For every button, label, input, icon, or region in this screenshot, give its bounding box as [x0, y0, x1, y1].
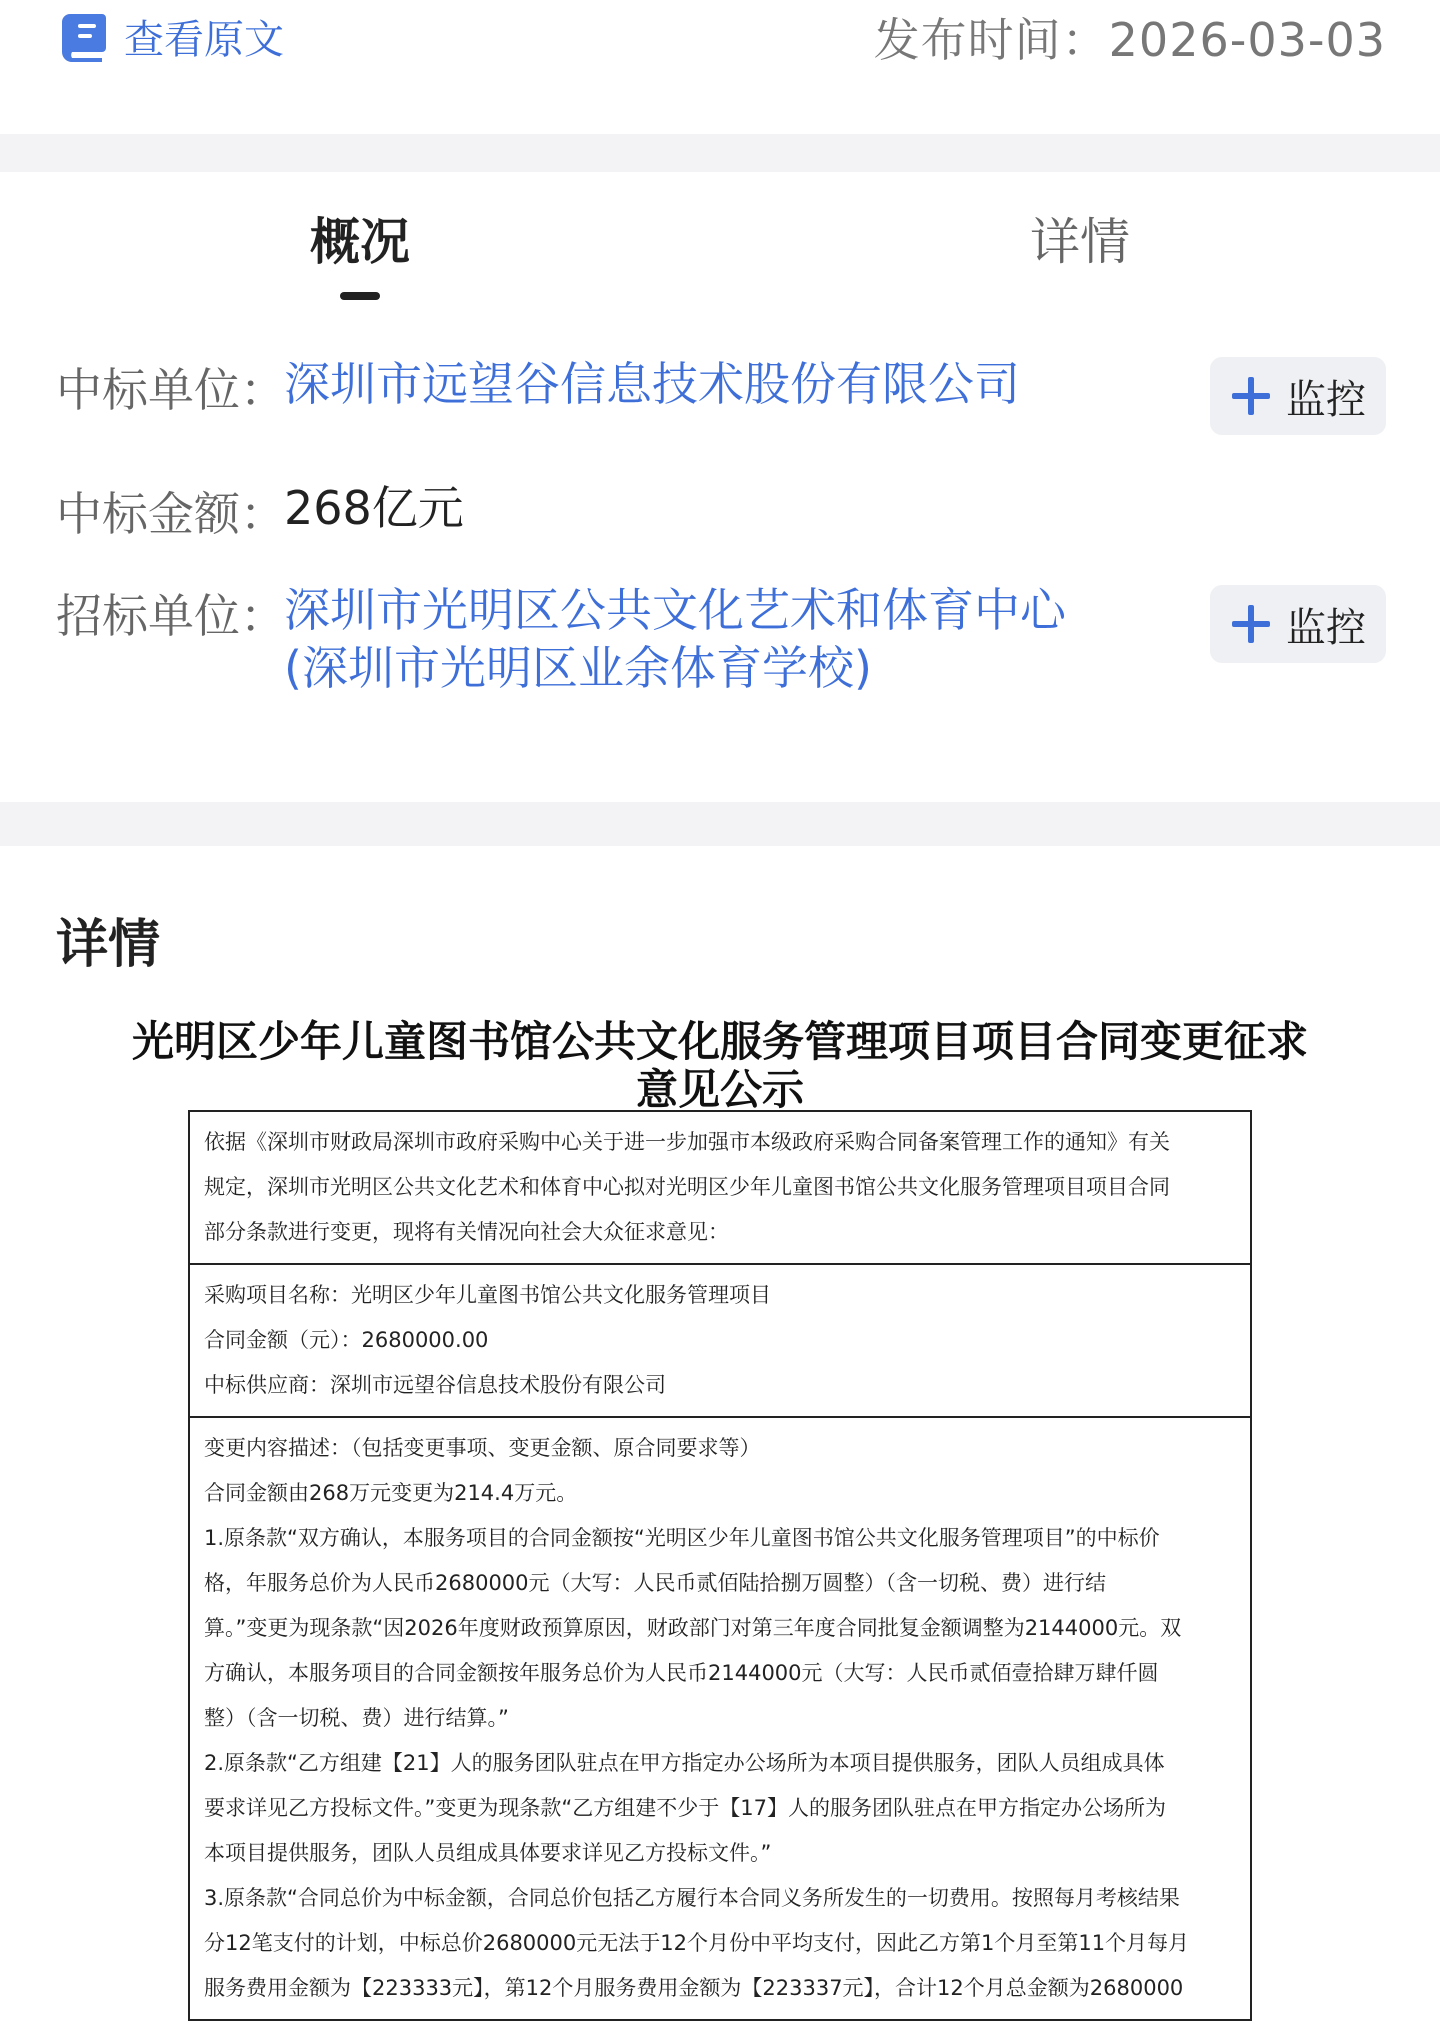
publish-time: 发布时间：2026-03-03 [873, 13, 1386, 67]
tender-unit-value-line1[interactable]: 深圳市光明区公共文化艺术和体育中心 [284, 583, 1066, 637]
text-line: 部分条款进行变更，现将有关情况向社会大众征求意见： [204, 1220, 729, 1244]
amount-label: 中标金额： [56, 487, 286, 541]
amount-value: 268亿元 [284, 481, 464, 535]
info-cell [190, 1265, 1250, 1418]
amount-row [56, 478, 1386, 541]
book-icon [56, 8, 112, 64]
tender-unit-value-line2[interactable]: (深圳市光明区业余体育学校) [284, 641, 872, 695]
plus-icon [1230, 375, 1272, 417]
text-line: 方确认，本服务项目的合同金额按年服务总价为人民币2144000元（大写：人民币贰佰壹拾肆万肆仟圆 [204, 1661, 1159, 1685]
tab-details[interactable]: 详情 [1030, 213, 1130, 271]
tab-active-indicator [340, 292, 380, 300]
text-line: 算。”变更为现条款“因2026年度财政预算原因，财政部门对第三年度合同批复金额调整为2144000元。双 [204, 1616, 1182, 1640]
tender-unit-row [56, 580, 1386, 704]
tab-bar [0, 172, 1440, 312]
plus-icon [1230, 603, 1272, 645]
text-line: 服务费用金额为【223333元】，第12个月服务费用金额为【223337元】，合计12个月总金额为2680000 [204, 1976, 1184, 2000]
document-title-line: 光明区少年儿童图书馆公共文化服务管理项目项目合同变更征求 [131, 1017, 1308, 1066]
document-title-line: 意见公示 [635, 1065, 804, 1114]
document-title [60, 1018, 1380, 1114]
view-original-label: 查看原文 [124, 16, 284, 63]
text-line: 3.原条款“合同总价为中标金额，合同总价包括乙方履行本合同义务所发生的一切费用。按照每月考核结果 [204, 1886, 1180, 1910]
text-line: 中标供应商：深圳市远望谷信息技术股份有限公司 [204, 1373, 666, 1397]
section-divider [0, 802, 1440, 846]
text-line: 1.原条款“双方确认，本服务项目的合同金额按“光明区少年儿童图书馆公共文化服务管理项目”的中标价 [204, 1526, 1160, 1550]
document-table [188, 1110, 1252, 2021]
section-divider [0, 134, 1440, 172]
monitor-label: 监控 [1286, 604, 1366, 651]
change-cell [190, 1418, 1250, 2019]
monitor-label: 监控 [1286, 376, 1366, 423]
details-heading: 详情 [56, 915, 161, 975]
text-line: 合同金额（元）：2680000.00 [204, 1328, 489, 1352]
text-line: 整）（含一切税、费）进行结算。” [204, 1706, 509, 1730]
monitor-tender-unit-button[interactable] [1210, 585, 1386, 663]
top-bar [0, 0, 1440, 134]
text-line: 规定，深圳市光明区公共文化艺术和体育中心拟对光明区少年儿童图书馆公共文化服务管理项目项目合同 [204, 1175, 1170, 1199]
monitor-winning-unit-button[interactable] [1210, 357, 1386, 435]
tender-unit-label: 招标单位： [56, 589, 286, 643]
text-line: 变更内容描述：（包括变更事项、变更金额、原合同要求等） [204, 1436, 761, 1460]
text-line: 要求详见乙方投标文件。”变更为现条款“乙方组建不少于【17】人的服务团队驻点在甲方指定办公场所为 [204, 1796, 1166, 1820]
text-line: 2.原条款“乙方组建【21】人的服务团队驻点在甲方指定办公场所为本项目提供服务，团队人员组成具体 [204, 1751, 1165, 1775]
winning-unit-row [56, 354, 1386, 434]
text-line: 分12笔支付的计划，中标总价2680000元无法于12个月份中平均支付，因此乙方第1个月至第11个月每月 [204, 1931, 1190, 1955]
tab-overview[interactable]: 概况 [310, 213, 410, 271]
view-original-link[interactable] [56, 8, 284, 64]
text-line: 格，年服务总价为人民币2680000元（大写：人民币贰佰陆拾捌万圆整）（含一切税、费）进行结 [204, 1571, 1107, 1595]
text-line: 本项目提供服务，团队人员组成具体要求详见乙方投标文件。” [204, 1841, 772, 1865]
text-line: 依据《深圳市财政局深圳市政府采购中心关于进一步加强市本级政府采购合同备案管理工作的通知》有关 [204, 1130, 1170, 1154]
winning-unit-value[interactable]: 深圳市远望谷信息技术股份有限公司 [284, 357, 1020, 411]
winning-unit-label: 中标单位： [56, 363, 286, 417]
intro-cell [190, 1112, 1250, 1265]
text-line: 合同金额由268万元变更为214.4万元。 [204, 1481, 578, 1505]
text-line: 采购项目名称：光明区少年儿童图书馆公共文化服务管理项目 [204, 1283, 771, 1307]
